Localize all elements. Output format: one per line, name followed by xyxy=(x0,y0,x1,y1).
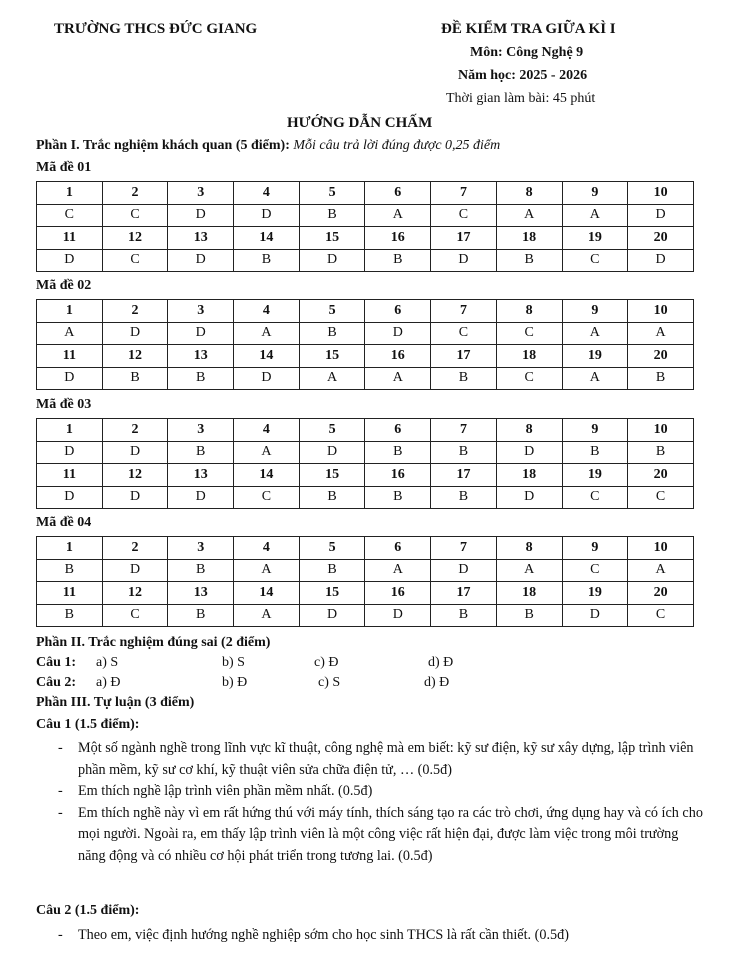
answer-cell: B xyxy=(628,441,694,464)
answer-cell: C xyxy=(562,486,628,509)
question-number-row xyxy=(37,300,694,323)
question-number-cell: 10 xyxy=(628,182,694,205)
part1-heading xyxy=(36,138,500,154)
question-number-cell: 9 xyxy=(562,537,628,560)
question-number-cell: 20 xyxy=(628,464,694,487)
answer-cell: A xyxy=(234,604,300,627)
answer-cell: A xyxy=(234,441,300,464)
question-number-cell: 13 xyxy=(168,464,234,487)
answer-cell: D xyxy=(299,441,365,464)
answer-cell: D xyxy=(102,559,168,582)
question-number-cell: 9 xyxy=(562,182,628,205)
answer-row xyxy=(37,604,694,627)
question-number-cell: 3 xyxy=(168,419,234,442)
question-number-cell: 4 xyxy=(234,537,300,560)
answer-cell: C xyxy=(102,604,168,627)
question-number-cell: 18 xyxy=(496,582,562,605)
question-number-cell: 15 xyxy=(299,227,365,250)
answer-row xyxy=(37,559,694,582)
question-number-cell: 8 xyxy=(496,300,562,323)
question-number-cell: 16 xyxy=(365,227,431,250)
answer-row xyxy=(37,367,694,390)
answer-cell: D xyxy=(496,486,562,509)
question-number-cell: 16 xyxy=(365,464,431,487)
code-label-04: Mã đề 04 xyxy=(36,515,92,530)
question-number-cell: 5 xyxy=(299,537,365,560)
answer-cell: B xyxy=(431,604,497,627)
question-number-row xyxy=(37,582,694,605)
tf-answer-a: a) S xyxy=(96,655,119,670)
tf-answer-b: b) Đ xyxy=(222,675,248,690)
question-number-cell: 14 xyxy=(234,345,300,368)
question-number-cell: 18 xyxy=(496,227,562,250)
exam-title: ĐỀ KIỂM TRA GIỮA KÌ I xyxy=(441,21,616,37)
question-number-cell: 1 xyxy=(37,182,103,205)
tf-answer-b: b) S xyxy=(222,655,245,670)
question-number-cell: 7 xyxy=(431,419,497,442)
answer-bullet xyxy=(36,738,704,781)
bullet-text: Em thích nghề lập trình viên phần mềm nhất. (0.5đ) xyxy=(78,783,373,799)
subject-line: Môn: Công Nghệ 9 xyxy=(470,45,584,60)
answer-cell: D xyxy=(168,322,234,345)
question-number-cell: 4 xyxy=(234,182,300,205)
question-number-cell: 2 xyxy=(102,419,168,442)
question-number-cell: 12 xyxy=(102,582,168,605)
bullet-dash: - xyxy=(58,783,63,799)
answer-cell: B xyxy=(299,204,365,227)
answer-cell: A xyxy=(365,367,431,390)
question-number-cell: 2 xyxy=(102,537,168,560)
answer-cell: A xyxy=(299,367,365,390)
answer-cell: C xyxy=(102,204,168,227)
answer-cell: B xyxy=(496,604,562,627)
answer-cell: D xyxy=(234,204,300,227)
answer-cell: A xyxy=(365,204,431,227)
answer-cell: A xyxy=(562,322,628,345)
question-number-cell: 15 xyxy=(299,345,365,368)
answer-cell: C xyxy=(234,486,300,509)
answer-cell: B xyxy=(628,367,694,390)
bullet-text: Em thích nghề này vì em rất hứng thú với máy tính, thích sáng tạo ra các trò chơi, ứng dụng hay và có ích cho mọi người. Ngoài ra, em thấy lập trình viên là một công việc rất hiện đại, được làm việc trong môi trường năng động và có nhiều cơ hội phát triển trong tương lai. (0.5đ) xyxy=(78,804,703,864)
answer-cell: B xyxy=(168,367,234,390)
answer-cell: B xyxy=(168,441,234,464)
answer-cell: B xyxy=(431,486,497,509)
answer-cell: B xyxy=(37,604,103,627)
question-number-cell: 3 xyxy=(168,182,234,205)
answer-cell: A xyxy=(234,322,300,345)
question-number-cell: 7 xyxy=(431,300,497,323)
question-number-cell: 13 xyxy=(168,582,234,605)
answer-cell: D xyxy=(628,249,694,272)
answer-row xyxy=(37,322,694,345)
answer-cell: A xyxy=(496,559,562,582)
answer-cell: A xyxy=(365,559,431,582)
answer-cell: D xyxy=(37,486,103,509)
question-number-cell: 6 xyxy=(365,537,431,560)
question-number-cell: 17 xyxy=(431,227,497,250)
question-number-cell: 8 xyxy=(496,419,562,442)
answer-cell: D xyxy=(562,604,628,627)
question-number-cell: 1 xyxy=(37,537,103,560)
question-number-cell: 11 xyxy=(37,464,103,487)
tf-question-label: Câu 2: xyxy=(36,675,77,690)
question-number-row xyxy=(37,464,694,487)
question-number-cell: 17 xyxy=(431,464,497,487)
answer-cell: C xyxy=(431,322,497,345)
part1-title: Phần I. Trắc nghiệm khách quan (5 điểm): xyxy=(36,138,290,153)
question-number-cell: 9 xyxy=(562,419,628,442)
answer-cell: D xyxy=(365,604,431,627)
answer-cell: D xyxy=(37,441,103,464)
question-number-cell: 4 xyxy=(234,300,300,323)
answer-cell: B xyxy=(168,559,234,582)
code-label-03: Mã đề 03 xyxy=(36,397,92,412)
question-number-cell: 3 xyxy=(168,537,234,560)
question-number-cell: 20 xyxy=(628,227,694,250)
tf-answer-d: d) Đ xyxy=(428,655,454,670)
question-number-cell: 12 xyxy=(102,345,168,368)
answer-cell: C xyxy=(431,204,497,227)
question-number-cell: 19 xyxy=(562,227,628,250)
answer-cell: A xyxy=(628,322,694,345)
answer-cell: B xyxy=(168,604,234,627)
question-number-cell: 14 xyxy=(234,227,300,250)
question-number-cell: 3 xyxy=(168,300,234,323)
answer-cell: D xyxy=(102,441,168,464)
answer-cell: C xyxy=(562,559,628,582)
question-number-cell: 5 xyxy=(299,300,365,323)
answer-table-03 xyxy=(36,418,694,509)
answer-cell: D xyxy=(234,367,300,390)
answer-cell: B xyxy=(365,441,431,464)
question-number-cell: 18 xyxy=(496,345,562,368)
question-number-cell: 10 xyxy=(628,300,694,323)
answer-row xyxy=(37,486,694,509)
page-title: HƯỚNG DẪN CHẤM xyxy=(287,115,433,131)
question-number-cell: 10 xyxy=(628,419,694,442)
answer-cell: B xyxy=(365,249,431,272)
question-number-row xyxy=(37,227,694,250)
answer-bullet xyxy=(36,781,704,803)
answer-cell: D xyxy=(299,249,365,272)
bullet-dash: - xyxy=(58,804,63,821)
question-number-cell: 2 xyxy=(102,300,168,323)
answer-cell: B xyxy=(299,322,365,345)
answer-row xyxy=(37,441,694,464)
answer-cell: C xyxy=(496,367,562,390)
question-number-cell: 4 xyxy=(234,419,300,442)
question-number-cell: 15 xyxy=(299,582,365,605)
tf-question-2 xyxy=(36,675,676,693)
answer-cell: B xyxy=(431,441,497,464)
answer-cell: B xyxy=(299,559,365,582)
answer-cell: D xyxy=(431,559,497,582)
tf-answer-c: c) Đ xyxy=(314,655,339,670)
question-number-cell: 17 xyxy=(431,582,497,605)
question-number-cell: 6 xyxy=(365,300,431,323)
answer-cell: B xyxy=(562,441,628,464)
answer-cell: A xyxy=(234,559,300,582)
question-number-row xyxy=(37,419,694,442)
answer-bullet xyxy=(36,925,704,947)
question-number-cell: 6 xyxy=(365,182,431,205)
answer-cell: C xyxy=(102,249,168,272)
answer-cell: B xyxy=(234,249,300,272)
question-number-cell: 12 xyxy=(102,464,168,487)
question-number-cell: 13 xyxy=(168,227,234,250)
question-number-row xyxy=(37,345,694,368)
part2-title: Phần II. Trắc nghiệm đúng sai (2 điểm) xyxy=(36,635,271,650)
tf-answer-a: a) Đ xyxy=(96,675,121,690)
bullet-dash: - xyxy=(58,927,63,943)
answer-table-02 xyxy=(36,299,694,390)
answer-cell: D xyxy=(431,249,497,272)
answer-cell: C xyxy=(628,486,694,509)
tf-answer-d: d) Đ xyxy=(424,675,450,690)
answer-cell: D xyxy=(37,367,103,390)
answer-cell: B xyxy=(496,249,562,272)
question-number-cell: 13 xyxy=(168,345,234,368)
answer-cell: B xyxy=(431,367,497,390)
question-number-cell: 1 xyxy=(37,300,103,323)
answer-cell: B xyxy=(37,559,103,582)
question-number-cell: 8 xyxy=(496,537,562,560)
part3-title: Phần III. Tự luận (3 điểm) xyxy=(36,695,195,710)
essay-question-2-answers xyxy=(36,925,704,947)
question-number-cell: 19 xyxy=(562,345,628,368)
answer-cell: C xyxy=(496,322,562,345)
duration-line: Thời gian làm bài: 45 phút xyxy=(446,91,596,106)
question-number-cell: 14 xyxy=(234,464,300,487)
question-number-cell: 20 xyxy=(628,345,694,368)
question-number-cell: 8 xyxy=(496,182,562,205)
question-number-cell: 2 xyxy=(102,182,168,205)
answer-cell: D xyxy=(628,204,694,227)
answer-cell: D xyxy=(168,204,234,227)
question-number-cell: 7 xyxy=(431,182,497,205)
answer-cell: A xyxy=(496,204,562,227)
bullet-text: Một số ngành nghề trong lĩnh vực kĩ thuật, công nghệ mà em biết: kỹ sư điện, kỹ sư xây dựng, lập trình viên phần mềm, kỹ sư cơ khí, kỹ thuật viên sửa chữa điện tử, … (0.5đ) xyxy=(78,740,694,778)
question-number-cell: 9 xyxy=(562,300,628,323)
answer-bullet xyxy=(36,803,704,868)
essay-question-1-answers xyxy=(36,738,704,867)
question-number-cell: 6 xyxy=(365,419,431,442)
answer-cell: D xyxy=(365,322,431,345)
question-number-cell: 5 xyxy=(299,419,365,442)
bullet-text: Theo em, việc định hướng nghề nghiệp sớm cho học sinh THCS là rất cần thiết. (0.5đ) xyxy=(78,927,569,943)
answer-cell: C xyxy=(628,604,694,627)
question-number-cell: 20 xyxy=(628,582,694,605)
question-number-cell: 7 xyxy=(431,537,497,560)
question-number-cell: 18 xyxy=(496,464,562,487)
answer-cell: C xyxy=(37,204,103,227)
answer-cell: D xyxy=(168,249,234,272)
question-number-row xyxy=(37,537,694,560)
answer-cell: A xyxy=(562,367,628,390)
answer-table-01 xyxy=(36,181,694,272)
answer-cell: D xyxy=(168,486,234,509)
answer-cell: D xyxy=(102,486,168,509)
answer-cell: D xyxy=(496,441,562,464)
school-name: TRƯỜNG THCS ĐỨC GIANG xyxy=(54,21,258,37)
answer-cell: D xyxy=(299,604,365,627)
question-number-cell: 11 xyxy=(37,582,103,605)
question-number-row xyxy=(37,182,694,205)
school-year: Năm học: 2025 - 2026 xyxy=(458,68,588,83)
answer-cell: A xyxy=(628,559,694,582)
question-number-cell: 16 xyxy=(365,582,431,605)
answer-cell: B xyxy=(299,486,365,509)
answer-table-04 xyxy=(36,536,694,627)
essay-question-2-title: Câu 2 (1.5 điểm): xyxy=(36,903,140,918)
answer-row xyxy=(37,204,694,227)
question-number-cell: 14 xyxy=(234,582,300,605)
question-number-cell: 11 xyxy=(37,227,103,250)
question-number-cell: 11 xyxy=(37,345,103,368)
bullet-dash: - xyxy=(58,740,63,756)
answer-cell: A xyxy=(37,322,103,345)
tf-question-label: Câu 1: xyxy=(36,655,77,670)
question-number-cell: 1 xyxy=(37,419,103,442)
question-number-cell: 17 xyxy=(431,345,497,368)
answer-cell: D xyxy=(102,322,168,345)
part1-note: Mỗi câu trả lời đúng được 0,25 điểm xyxy=(293,138,501,153)
question-number-cell: 19 xyxy=(562,582,628,605)
essay-question-1-title: Câu 1 (1.5 điểm): xyxy=(36,717,140,732)
tf-question-1 xyxy=(36,655,676,673)
answer-row xyxy=(37,249,694,272)
question-number-cell: 15 xyxy=(299,464,365,487)
tf-answer-c: c) S xyxy=(318,675,341,690)
question-number-cell: 5 xyxy=(299,182,365,205)
question-number-cell: 12 xyxy=(102,227,168,250)
code-label-02: Mã đề 02 xyxy=(36,278,92,293)
answer-cell: A xyxy=(562,204,628,227)
answer-cell: B xyxy=(365,486,431,509)
question-number-cell: 19 xyxy=(562,464,628,487)
answer-cell: B xyxy=(102,367,168,390)
question-number-cell: 16 xyxy=(365,345,431,368)
question-number-cell: 10 xyxy=(628,537,694,560)
code-label-01: Mã đề 01 xyxy=(36,160,92,175)
answer-cell: C xyxy=(562,249,628,272)
answer-cell: D xyxy=(37,249,103,272)
